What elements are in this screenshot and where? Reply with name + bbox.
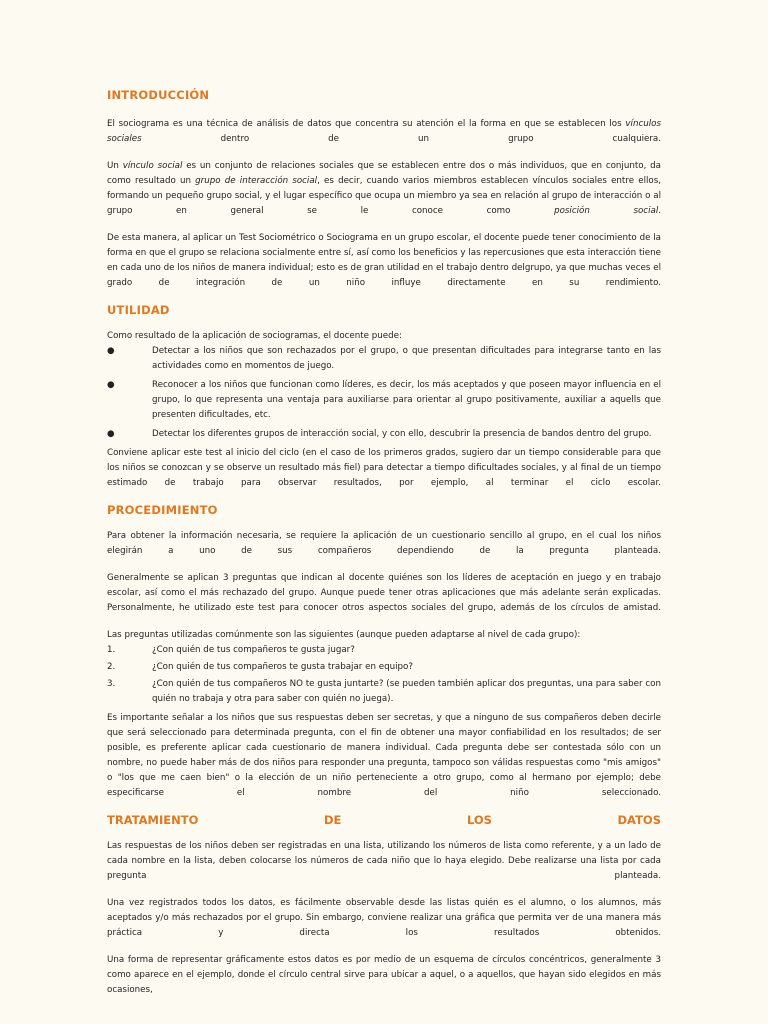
procedimiento-paragraph-3: Es importante señalar a los niños que sus respuestas deben ser secretas, y que a ninguno de sus compañeros deben decirle que será seleccionado para determinada pregunta, con el fin de obtener una mayor confiabilidad en los resultados; de ser posible, es preferente aplicar cada cuestionario de manera individual. Cada pregunta debe ser contestada sólo con un nombre, no puede haber más de dos niños para responder una pregunta, tampoco son válidas respuestas como "mis amigos" o "los que me caen bien" o la elección de un niño perteneciente a otro grupo, como al hermano por ejemplo; debe especificarse el nombre del niño seleccionado. — [107, 713, 661, 798]
procedimiento-paragraph-2: Generalmente se aplican 3 preguntas que indican al docente quiénes son los líderes de aceptación en juego y en trabajo escolar, así como el más rechazado del grupo. Aunque puede tener otras aplicaciones que más adelante serán explicadas. Personalmente, he utilizado este test para conocer otros aspectos sociales del grupo, además de los círculos de amistad. — [107, 573, 661, 613]
list-item: 2. ¿Con quién de tus compañeros te gusta trabajar en equipo? — [107, 660, 661, 675]
procedimiento-paragraph-1: Para obtener la información necesaria, se requiere la aplicación de un cuestionario sencillo al grupo, en el cual los niños elegirán a uno de sus compañeros dependiendo de la pregunta planteada. — [107, 531, 661, 556]
questions-lead: Las preguntas utilizadas comúnmente son las siguientes (aunque pueden adaptarse al nivel de cada grupo): — [107, 630, 581, 640]
list-item: ● Detectar a los niños que son rechazados por el grupo, o que presentan dificultades para integrarse tanto en las actividades como en momentos de juego. — [107, 346, 661, 371]
procedimiento-heading: PROCEDIMIENTO — [107, 503, 218, 517]
list-item: 1. ¿Con quién de tus compañeros te gusta jugar? — [107, 643, 661, 658]
bullet-icon: ● — [107, 346, 115, 356]
intro-paragraph-3: De esta manera, al aplicar un Test Sociométrico o Sociograma en un grupo escolar, el docente puede tener conocimiento de la forma en que el grupo se relaciona socialmente entre sí, así como los beneficios y las repercusiones que esta interacción tiene en cada uno de los niños de manera individual; esto es de gran utilidad en el trabajo dentro delgrupo, ya que muchas veces el grado de integración de un niño influye directamente en su rendimiento. — [107, 233, 661, 288]
utilidad-heading: UTILIDAD — [107, 303, 170, 317]
list-item: ● Detectar los diferentes grupos de interacción social, y con ello, descubrir la presencia de bandos dentro del grupo. — [107, 427, 661, 442]
utilidad-closing: Conviene aplicar este test al inicio del ciclo (en el caso de los primeros grados, sugiero dar un tiempo considerable para que los niños se conozcan y se observe un resultado más fiel) para detectar a tiempo dificultades sociales, y al final de un tiempo estimado de trabajo para observar resultados, por ejemplo, al terminar el ciclo escolar. — [107, 448, 661, 488]
tratamiento-paragraph-2: Una vez registrados todos los datos, es fácilmente observable desde las listas quién es el alumno, o los alumnos, más aceptados y/o más rechazados por el grupo. Sin embargo, conviene realizar una gráfica que permita ver de una manera más práctica y directa los resultados obtenidos. — [107, 898, 661, 938]
tratamiento-paragraph-1: Las respuestas de los niños deben ser registradas en una lista, utilizando los números de lista como referente, y a un lado de cada nombre en la lista, deben colocarse los números de cada niño que lo haya elegido. Debe realizarse una lista por cada pregunta planteada. — [107, 841, 661, 881]
list-number: 1. — [107, 645, 116, 655]
tratamiento-heading: TRATAMIENTO DE LOS DATOS — [107, 813, 661, 827]
tratamiento-paragraph-3: Una forma de representar gráficamente estos datos es por medio de un esquema de círculos concéntricos, generalmente 3 como aparece en el ejemplo, donde el círculo central sirve para ubicar a aquel, o a aquellos, que hayan sido elegidos en más ocasiones, — [107, 955, 661, 995]
list-number: 2. — [107, 662, 116, 672]
intro-heading: INTRODUCCIÓN — [107, 88, 210, 102]
intro-paragraph-2: Un vínculo social es un conjunto de relaciones sociales que se establecen entre dos o más individuos, que en conjunto, da como resultado un grupo de interacción social, es decir, cuando varios miembros establecen vínculos sociales entre ellos, formando un pequeño grupo social, y el lugar específico que ocupa un miembro ya sea en relación al grupo de interacción o al grupo en general se le conoce como posición social. — [107, 161, 662, 216]
list-item: 3. ¿Con quién de tus compañeros NO te gusta juntarte? (se pueden también aplicar dos preguntas, una para saber con quién no trabaja y otra para saber con quién no juega). — [107, 679, 661, 704]
utilidad-lead: Como resultado de la aplicación de sociogramas, el docente puede: — [107, 331, 402, 341]
list-number: 3. — [107, 679, 116, 689]
bullet-icon: ● — [107, 429, 115, 439]
intro-paragraph-1: El sociograma es una técnica de análisis de datos que concentra su atención el la forma en que se establecen los vínculos sociales dentro de un grupo cualquiera. — [107, 119, 661, 144]
list-item: ● Reconocer a los niños que funcionan como líderes, es decir, los más aceptados y que poseen mayor influencia en el grupo, lo que representa una ventaja para auxiliarse para orientar al grupo positivamente, auxiliar a aquells que presenten dificultades, etc. — [107, 380, 661, 420]
bullet-icon: ● — [107, 380, 115, 390]
